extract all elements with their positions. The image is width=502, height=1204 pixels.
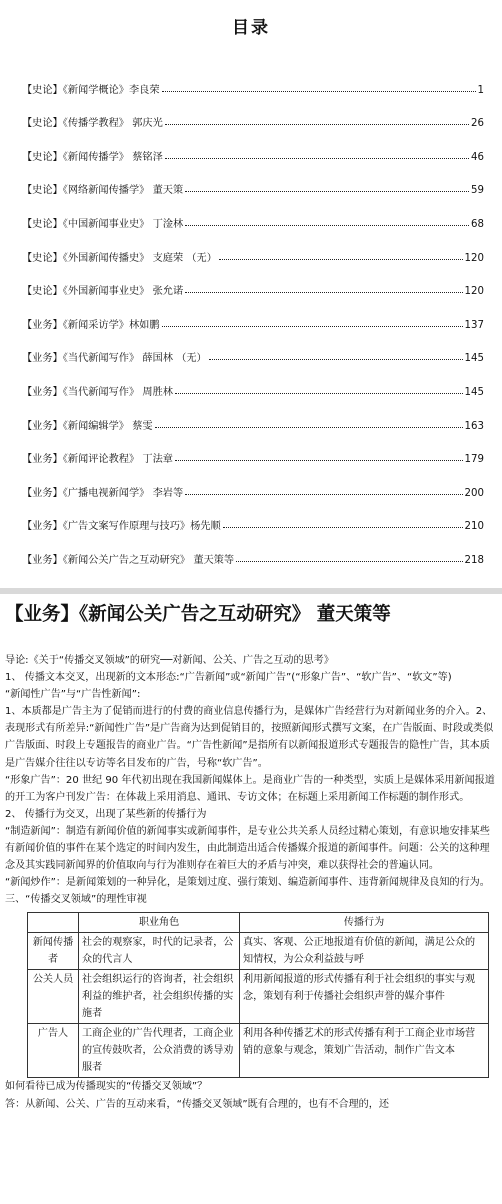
toc-entry-page: 46	[471, 151, 484, 163]
toc-entry[interactable]	[22, 503, 484, 537]
table-cell: 新闻传播者	[28, 933, 79, 970]
toc-entry-page: 137	[464, 319, 484, 331]
toc-leader-dots	[155, 427, 463, 428]
comparison-table	[27, 912, 489, 1078]
toc-entry[interactable]	[22, 200, 484, 234]
paragraph: 如何看待已成为传播现实的“传播交叉领域”？	[5, 1081, 208, 1093]
toc-leader-dots	[223, 527, 463, 528]
toc-entry-label: 【史论】《网络新闻传播学》 董天策	[22, 185, 184, 197]
toc-entry[interactable]	[22, 335, 484, 369]
toc-leader-dots	[175, 460, 463, 461]
toc-entry-label: 【业务】《广播电视新闻学》 李岩等	[22, 487, 184, 499]
toc-entry-label: 【业务】《新闻采访学》林如鹏	[22, 319, 160, 331]
toc-entry[interactable]	[22, 133, 484, 167]
toc-leader-dots	[209, 359, 463, 360]
toc-list	[22, 66, 484, 570]
toc-entry-label: 【史论】《外国新闻传播史》 支庭荣 （无）	[22, 252, 217, 264]
paragraph: 2、 传播行为交叉，出现了某些新的传播行为	[5, 808, 207, 820]
toc-entry[interactable]	[22, 167, 484, 201]
toc-leader-dots	[185, 225, 469, 226]
table-cell: 利用各种传播艺术的形式传播有利于工商企业市场营销的意象与观念，策划广告活动，制作广告文本	[240, 1024, 489, 1078]
paragraph: 导论:《关于“传播交叉领域”的研究──对新闻、公关、广告之互动的思考》	[5, 655, 334, 666]
toc-leader-dots	[185, 494, 462, 495]
table-cell: 利用新闻报道的形式传播有利于社会组织的事实与观念，策划有利于传播社会组织声誉的媒介事件	[240, 970, 489, 1024]
paragraph: “制造新闻”：制造有新闻价值的新闻事实或新闻事件，是专业公共关系人员经过精心策划，有意识地安排某些有新闻价值的事件在某个选定的时间内发生，由此制造出适合传播媒介报道的新闻事件。问题：公关的这种理念及其实践同新闻界的价值取向与行为准则存在着巨大的矛盾与冲突，难以获得社会的普遍认同。	[5, 825, 490, 872]
toc-leader-dots	[236, 561, 462, 562]
toc-leader-dots	[165, 124, 469, 125]
toc-entry-label: 【业务】《当代新闻写作》 薛国林 （无）	[22, 353, 207, 365]
toc-entry-label: 【业务】《广告文案写作原理与技巧》杨先顺	[22, 521, 221, 533]
toc-entry-page: 1	[477, 84, 484, 96]
toc-entry-page: 163	[464, 420, 484, 432]
paragraph: 1、本质都是广告主为了促销而进行的付费的商业信息传播行为，是媒体广告经营行为对新闻业务的介入。2、表现形式有所差异:“新闻性广告”是广告商为达到促销目的，按照新闻形式撰写文案，在广告版面、时段或类似广告版面、时段上专题报告的商业广告。“广告性新闻”是指所有以新闻报道形式专题报告的隐性广告，其本质是广告媒介往往以专访等名目发布的广告，号称“软广告”。	[5, 706, 494, 769]
table-header-cell: 传播行为	[240, 913, 489, 933]
toc-entry-page: 179	[464, 454, 484, 466]
toc-title: 目录	[232, 18, 270, 38]
toc-entry[interactable]	[22, 368, 484, 402]
toc-entry-label: 【史论】《外国新闻事业史》 张允诺	[22, 286, 184, 298]
table-header-row	[28, 913, 489, 933]
toc-entry-page: 120	[464, 252, 484, 264]
table-row	[28, 933, 489, 970]
paragraph: 1、 传播文本交叉，出现新的文本形态:“广告新闻”或“新闻广告”(“形象广告”、“软广告”、“软文”等)	[5, 672, 452, 684]
toc-entry[interactable]	[22, 469, 484, 503]
toc-entry[interactable]	[22, 436, 484, 470]
table-cell: 公关人员	[28, 970, 79, 1024]
toc-entry-label: 【史论】《传播学教程》 郭庆光	[22, 118, 163, 130]
toc-page	[0, 0, 502, 588]
toc-leader-dots	[185, 191, 469, 192]
toc-entry-page: 26	[471, 118, 484, 130]
toc-leader-dots	[165, 158, 469, 159]
section-heading: 【业务】《新闻公关广告之互动研究》 董天策等	[5, 604, 391, 625]
toc-leader-dots	[185, 292, 462, 293]
toc-entry-label: 【业务】《新闻公关广告之互动研究》 董天策等	[22, 554, 235, 566]
table-row	[28, 970, 489, 1024]
toc-entry[interactable]	[22, 268, 484, 302]
table-cell: 真实、客观、公正地报道有价值的新闻，满足公众的知情权，为公众利益鼓与呼	[240, 933, 489, 970]
toc-entry-page: 68	[471, 218, 484, 230]
table-cell: 工商企业的广告代理者，工商企业的宣传鼓吹者，公众消费的诱导劝服者	[79, 1024, 240, 1078]
content-page	[0, 594, 502, 1204]
toc-entry[interactable]	[22, 301, 484, 335]
table-header-cell: 职业角色	[79, 913, 240, 933]
paragraph: “新闻炒作”：是新闻策划的一种异化，是策划过度、强行策划、编造新闻事件、违背新闻规律及良知的行为。	[5, 877, 490, 889]
toc-entry-label: 【史论】《新闻传播学》 蔡铭泽	[22, 151, 163, 163]
toc-leader-dots	[162, 91, 476, 92]
paragraph: 三、“传播交叉领域”的理性审视	[5, 894, 147, 906]
toc-leader-dots	[219, 259, 463, 260]
paragraph: 答：从新闻、公关、广告的互动来看，“传播交叉领域”既有合理的，也有不合理的，还	[5, 1098, 389, 1110]
toc-entry-label: 【史论】《新闻学概论》李良荣	[22, 84, 160, 96]
toc-entry[interactable]	[22, 536, 484, 570]
toc-entry-label: 【史论】《中国新闻事业史》 丁淦林	[22, 218, 184, 230]
section-body	[5, 652, 495, 1113]
toc-leader-dots	[162, 326, 463, 327]
toc-entry-page: 120	[464, 286, 484, 298]
toc-entry-label: 【业务】《新闻评论教程》 丁法章	[22, 454, 173, 466]
toc-entry-page: 145	[464, 353, 484, 365]
toc-entry-label: 【业务】《新闻编辑学》 蔡雯	[22, 420, 153, 432]
toc-entry-page: 59	[471, 185, 484, 197]
table-cell: 广告人	[28, 1024, 79, 1078]
toc-entry-page: 210	[464, 521, 484, 533]
paragraph: “新闻性广告”与“广告性新闻”:	[5, 689, 141, 701]
toc-entry-page: 200	[464, 487, 484, 499]
table-row	[28, 1024, 489, 1078]
table-cell: 社会组织运行的咨询者，社会组织利益的维护者，社会组织传播的实施者	[79, 970, 240, 1024]
toc-entry[interactable]	[22, 66, 484, 100]
toc-entry-page: 145	[464, 386, 484, 398]
toc-leader-dots	[175, 393, 463, 394]
table-cell: 社会的观察家，时代的记录者，公众的代言人	[79, 933, 240, 970]
toc-entry[interactable]	[22, 234, 484, 268]
toc-entry[interactable]	[22, 100, 484, 134]
toc-entry-page: 218	[464, 554, 484, 566]
paragraph: “形象广告”：20 世纪 90 年代初出现在我国新闻媒体上。是商业广告的一种类型，实质上是媒体采用新闻报道的开工为客户刊发广告：在体裁上采用消息、通讯、专访文体；在标题上采用新闻工作标题的制作形式。	[5, 774, 495, 803]
toc-entry-label: 【业务】《当代新闻写作》 周胜林	[22, 386, 173, 398]
toc-entry[interactable]	[22, 402, 484, 436]
table-header-cell	[28, 913, 79, 933]
